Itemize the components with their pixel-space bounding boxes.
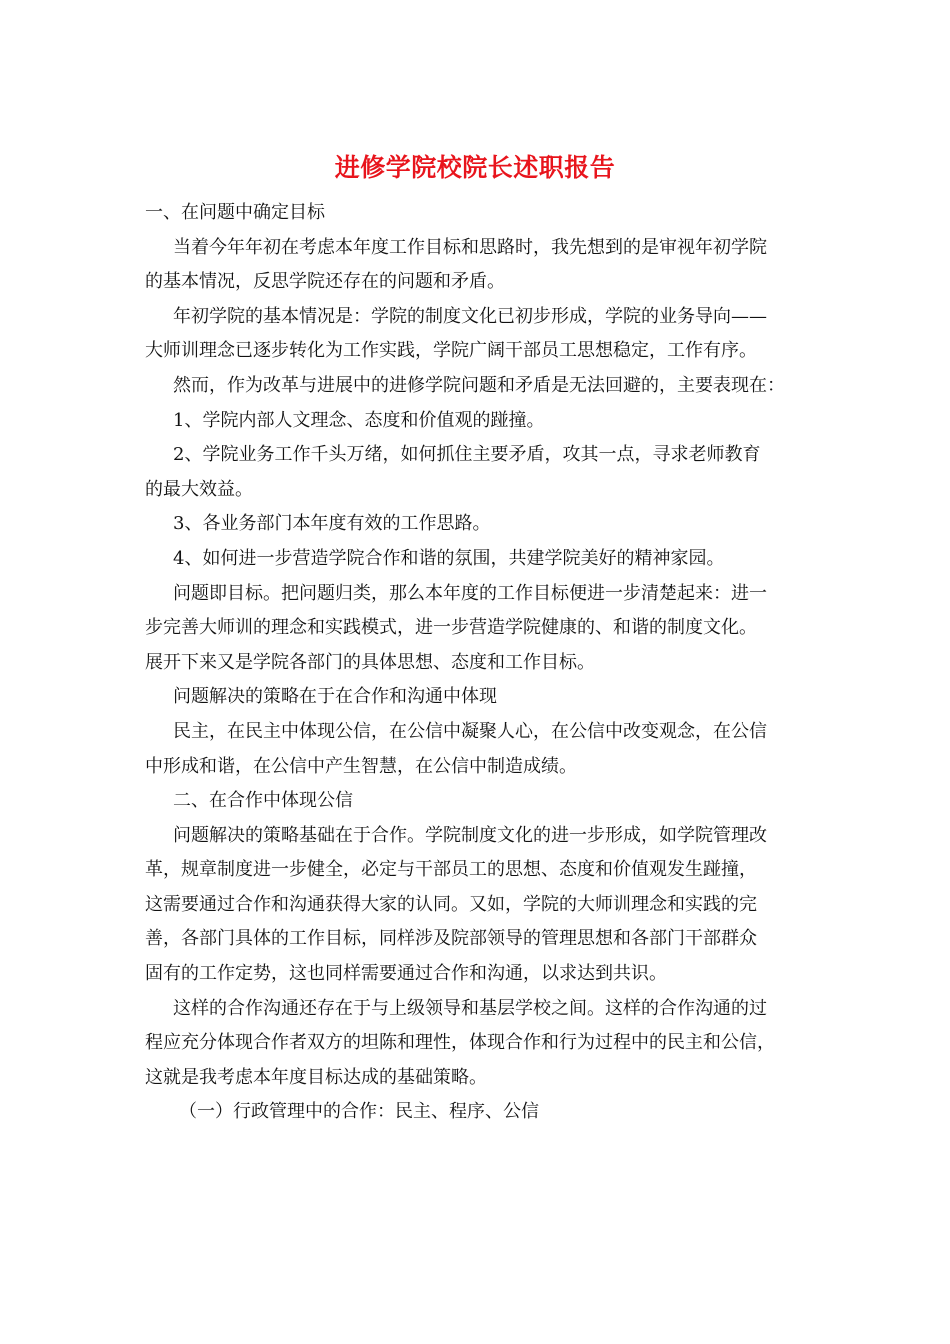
paragraph-line: 的基本情况，反思学院还存在的问题和矛盾。 <box>145 271 505 293</box>
list-item: 3、各业务部门本年度有效的工作思路。 <box>173 513 491 535</box>
paragraph-line: 民主，在民主中体现公信，在公信中凝聚人心，在公信中改变观念，在公信 <box>173 720 767 742</box>
paragraph-line: 展开下来又是学院各部门的具体思想、态度和工作目标。 <box>145 651 595 673</box>
paragraph-line: 这需要通过合作和沟通获得大家的认同。又如，学院的大师训理念和实践的完 <box>145 893 757 915</box>
paragraph-line: 大师训理念已逐步转化为工作实践，学院广阔干部员工思想稳定，工作有序。 <box>145 340 757 362</box>
paragraph-line: 这样的合作沟通还存在于与上级领导和基层学校之间。这样的合作沟通的过 <box>173 997 767 1019</box>
paragraph-line: 问题解决的策略基础在于合作。学院制度文化的进一步形成，如学院管理改 <box>173 824 767 846</box>
paragraph-line: 程应充分体现合作者双方的坦陈和理性，体现合作和行为过程中的民主和公信， <box>145 1032 775 1054</box>
list-item: 4、如何进一步营造学院合作和谐的氛围，共建学院美好的精神家园。 <box>173 547 725 569</box>
paragraph-line: 问题即目标。把问题归类，那么本年度的工作目标便进一步清楚起来：进一 <box>173 582 767 604</box>
paragraph-line: 中形成和谐，在公信中产生智慧，在公信中制造成绩。 <box>145 755 577 777</box>
paragraph-line: 然而，作为改革与进展中的进修学院问题和矛盾是无法回避的，主要表现在： <box>173 374 785 396</box>
list-item: 1、学院内部人文理念、态度和价值观的踫撞。 <box>173 409 545 431</box>
list-item-continuation: 的最大效益。 <box>145 478 253 500</box>
paragraph-line: 善，各部门具体的工作目标，同样涉及院部领导的管理思想和各部门干部群众 <box>145 928 757 950</box>
subsection-heading: （一）行政管理中的合作：民主、程序、公信 <box>179 1101 539 1123</box>
paragraph-line: 步完善大师训的理念和实践模式，进一步营造学院健康的、和谐的制度文化。 <box>145 617 757 639</box>
paragraph-line: 固有的工作定势，这也同样需要通过合作和沟通，以求达到共识。 <box>145 963 667 985</box>
paragraph-line: 当着今年年初在考虑本年度工作目标和思路时，我先想到的是审视年初学院 <box>173 236 767 258</box>
section-heading-2: 二、在合作中体现公信 <box>173 790 353 812</box>
paragraph-line: 革，规章制度进一步健全，必定与干部员工的思想、态度和价值观发生踫撞， <box>145 859 757 881</box>
paragraph-line: 这就是我考虑本年度目标达成的基础策略。 <box>145 1066 487 1088</box>
paragraph-line: 问题解决的策略在于在合作和沟通中体现 <box>173 686 497 708</box>
section-heading-1: 一、在问题中确定目标 <box>145 202 325 223</box>
document-body <box>145 196 815 1130</box>
document-title: 进修学院校院长述职报告 <box>334 153 616 182</box>
paragraph-line: 年初学院的基本情况是：学院的制度文化已初步形成，学院的业务导向—— <box>173 305 767 327</box>
list-item: 2、学院业务工作千头万绪，如何抓住主要矛盾，攻其一点，寻求老师教育 <box>173 444 761 466</box>
